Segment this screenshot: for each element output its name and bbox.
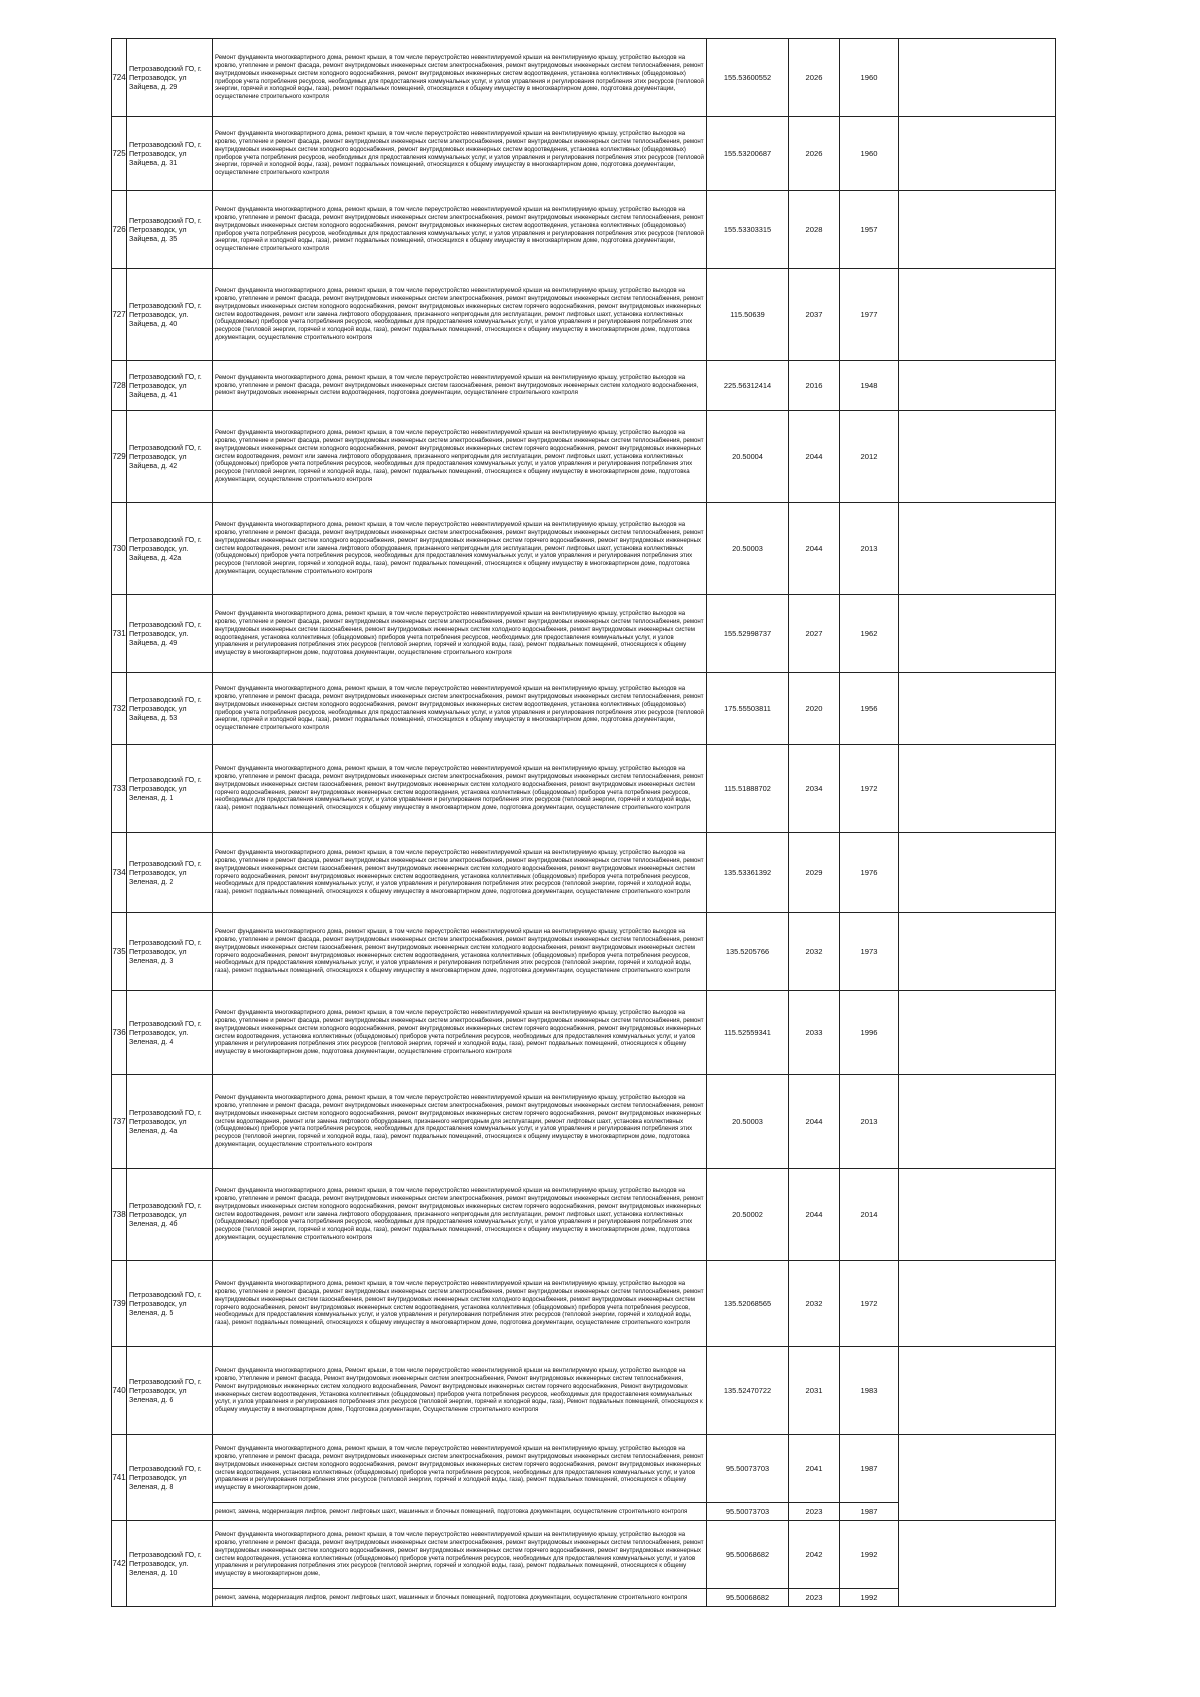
- repair-works: Ремонт фундамента многоквартирного дома, ремонт крыши, в том числе переустройство невентилируемой крыши на вентилируемую крышу, устройство выходов на кровлю, утепление и ремонт фасада, ремонт внутридомовых инженерных систем электроснабжения, ремонт внутридомовых инженерных систем теплоснабжения, ремонт внутридомовых инженерных систем газоснабжения, ремонт внутридомовых инженерных систем холодного водоснабжения, ремонт внутридомовых инженерных систем водоотведения, установка коллективных (общедомовых) приборов учета потребления ресурсов, необходимых для предоставления коммунальных услуг, и узлов управления и регулирования потребления этих ресурсов (тепловой энергии, горячей и холодной воды, газа), ремонт подвальных помещений, относящихся к общему имуществу в многоквартирном доме, подготовка документации, осуществление строительного контроля: [213, 595, 707, 673]
- planned-year: 2034: [789, 745, 840, 833]
- construction-year: 2013: [840, 1075, 899, 1169]
- repair-works: Ремонт фундамента многоквартирного дома, ремонт крыши, в том числе переустройство невентилируемой крыши на вентилируемую крышу, устройство выходов на кровлю, утепление и ремонт фасада, ремонт внутридомовых инженерных систем электроснабжения, ремонт внутридомовых инженерных систем теплоснабжения, ремонт внутридомовых инженерных систем газоснабжения, ремонт внутридомовых инженерных систем холодного водоснабжения, ремонт внутридомовых инженерных систем горячего водоснабжения, ремонт внутридомовых инженерных систем водоотведения, установка коллективных (общедомовых) приборов учета потребления ресурсов, необходимых для предоставления коммунальных услуг, и узлов управления и регулирования потребления этих ресурсов (тепловой энергии, горячей и холодной воды, газа), ремонт подвальных помещений, относящихся к общему имуществу в многоквартирном доме, подготовка документации, осуществление строительного контроля: [213, 913, 707, 991]
- empty-cell: [899, 595, 1056, 673]
- repair-works-lifts: ремонт, замена, модернизация лифтов, ремонт лифтовых шахт, машинных и блочных помещений, подготовка документации, осуществление строительного контроля: [213, 1589, 707, 1607]
- empty-cell: [899, 361, 1056, 411]
- cost-code: 95.50068682: [707, 1521, 789, 1589]
- table-row: [112, 673, 1056, 745]
- house-address: Петрозаводский ГО, г. Петрозаводск, ул Зеленая, д. 6: [127, 1347, 213, 1435]
- cost-code: 20.50003: [707, 503, 789, 595]
- empty-cell: [899, 745, 1056, 833]
- construction-year: 1976: [840, 833, 899, 913]
- table-row: [112, 1169, 1056, 1261]
- repair-works: Ремонт фундамента многоквартирного дома, ремонт крыши, в том числе переустройство невентилируемой крыши на вентилируемую крышу, устройство выходов на кровлю, утепление и ремонт фасада, ремонт внутридомовых инженерных систем электроснабжения, ремонт внутридомовых инженерных систем теплоснабжения, ремонт внутридомовых инженерных систем холодного водоснабжения, ремонт внутридомовых инженерных систем горячего водоснабжения, ремонт внутридомовых инженерных систем водоотведения, установка коллективных (общедомовых) приборов учета потребления ресурсов, необходимых для предоставления коммунальных услуг, и узлов управления и регулирования потребления этих ресурсов (тепловой энергии, горячей и холодной воды, газа), ремонт подвальных помещений, относящихся к общему имуществу в многоквартирном доме,: [213, 1435, 707, 1503]
- house-address: Петрозаводский ГО, г. Петрозаводск, ул Зайцева, д. 53: [127, 673, 213, 745]
- row-number: 741: [112, 1435, 127, 1521]
- construction-year: 2014: [840, 1169, 899, 1261]
- repair-works: Ремонт фундамента многоквартирного дома, ремонт крыши, в том числе переустройство невентилируемой крыши на вентилируемую крышу, устройство выходов на кровлю, утепление и ремонт фасада, ремонт внутридомовых инженерных систем электроснабжения, ремонт внутридомовых инженерных систем теплоснабжения, ремонт внутридомовых инженерных систем холодного водоснабжения, ремонт внутридомовых инженерных систем водоотведения, установка коллективных (общедомовых) приборов учета потребления ресурсов, необходимых для предоставления коммунальных услуг, и узлов управления и регулирования потребления этих ресурсов (тепловой энергии, горячей и холодной воды, газа), ремонт подвальных помещений, относящихся к общему имуществу в многоквартирном доме, подготовка документации, осуществление строительного контроля: [213, 191, 707, 269]
- house-address: Петрозаводский ГО, г. Петрозаводск, ул Зайцева, д. 42: [127, 411, 213, 503]
- repair-works: Ремонт фундамента многоквартирного дома, ремонт крыши, в том числе переустройство невентилируемой крыши на вентилируемую крышу, устройство выходов на кровлю, утепление и ремонт фасада, ремонт внутридомовых инженерных систем электроснабжения, ремонт внутридомовых инженерных систем теплоснабжения, ремонт внутридомовых инженерных систем газоснабжения, ремонт внутридомовых инженерных систем холодного водоснабжения, ремонт внутридомовых инженерных систем горячего водоснабжения, ремонт внутридомовых инженерных систем водоотведения, установка коллективных (общедомовых) приборов учета потребления ресурсов, необходимых для предоставления коммунальных услуг, и узлов управления и регулирования потребления этих ресурсов (тепловой энергии, горячей и холодной воды, газа), ремонт подвальных помещений, относящихся к общему имуществу в многоквартирном доме, подготовка документации, осуществление строительного контроля: [213, 833, 707, 913]
- table-row: [112, 1435, 1056, 1503]
- table-row: [112, 117, 1056, 191]
- planned-year: 2044: [789, 1075, 840, 1169]
- house-address: Петрозаводский ГО, г. Петрозаводск, ул. Зайцева, д. 40: [127, 269, 213, 361]
- construction-year: 1960: [840, 117, 899, 191]
- empty-cell: [899, 1261, 1056, 1347]
- table-row: [112, 269, 1056, 361]
- cost-code: 175.55503811: [707, 673, 789, 745]
- house-address: Петрозаводский ГО, г. Петрозаводск, ул Зайцева, д. 29: [127, 39, 213, 117]
- construction-year: 1948: [840, 361, 899, 411]
- empty-cell: [899, 1075, 1056, 1169]
- cost-code: 115.52559341: [707, 991, 789, 1075]
- cost-code: 95.50073703: [707, 1435, 789, 1503]
- row-number: 740: [112, 1347, 127, 1435]
- capital-repair-table: [111, 38, 1056, 1607]
- planned-year: 2041: [789, 1435, 840, 1503]
- repair-works: Ремонт фундамента многоквартирного дома, ремонт крыши, в том числе переустройство невентилируемой крыши на вентилируемую крышу, устройство выходов на кровлю, утепление и ремонт фасада, ремонт внутридомовых инженерных систем электроснабжения, ремонт внутридомовых инженерных систем теплоснабжения, ремонт внутридомовых инженерных систем газоснабжения, ремонт внутридомовых инженерных систем холодного водоснабжения, ремонт внутридомовых инженерных систем горячего водоснабжения, ремонт внутридомовых инженерных систем водоотведения, установка коллективных (общедомовых) приборов учета потребления ресурсов, необходимых для предоставления коммунальных услуг, и узлов управления и регулирования потребления этих ресурсов (тепловой энергии, горячей и холодной воды, газа), ремонт подвальных помещений, относящихся к общему имуществу в многоквартирном доме, подготовка документации, осуществление строительного контроля: [213, 745, 707, 833]
- empty-cell: [899, 117, 1056, 191]
- row-number: 731: [112, 595, 127, 673]
- row-number: 728: [112, 361, 127, 411]
- empty-cell: [899, 673, 1056, 745]
- cost-code: 155.53303315: [707, 191, 789, 269]
- repair-works-lifts: ремонт, замена, модернизация лифтов, ремонт лифтовых шахт, машинных и блочных помещений, подготовка документации, осуществление строительного контроля: [213, 1503, 707, 1521]
- repair-works: Ремонт фундамента многоквартирного дома, ремонт крыши, в том числе переустройство невентилируемой крыши на вентилируемую крышу, устройство выходов на кровлю, утепление и ремонт фасада, ремонт внутридомовых инженерных систем электроснабжения, ремонт внутридомовых инженерных систем теплоснабжения, ремонт внутридомовых инженерных систем холодного водоснабжения, ремонт внутридомовых инженерных систем горячего водоснабжения, ремонт внутридомовых инженерных систем водоотведения, ремонт или замена лифтового оборудования, признанного непригодным для эксплуатации, ремонт лифтовых шахт, установка коллективных (общедомовых) приборов учета потребления ресурсов, необходимых для предоставления коммунальных услуг, и узлов управления и регулирования потребления этих ресурсов (тепловой энергии, горячей и холодной воды, газа), ремонт подвальных помещений, относящихся к общему имуществу в многоквартирном доме, подготовка документации, осуществление строительного контроля: [213, 1075, 707, 1169]
- row-number: 737: [112, 1075, 127, 1169]
- row-number: 730: [112, 503, 127, 595]
- row-number: 738: [112, 1169, 127, 1261]
- construction-year: 1962: [840, 595, 899, 673]
- row-number: 735: [112, 913, 127, 991]
- cost-code: 115.51888702: [707, 745, 789, 833]
- planned-year: 2020: [789, 673, 840, 745]
- empty-cell: [899, 1347, 1056, 1435]
- construction-year: 1973: [840, 913, 899, 991]
- empty-cell: [899, 833, 1056, 913]
- empty-cell: [899, 1169, 1056, 1261]
- repair-works: Ремонт фундамента многоквартирного дома, ремонт крыши, в том числе переустройство невентилируемой крыши на вентилируемую крышу, устройство выходов на кровлю, утепление и ремонт фасада, ремонт внутридомовых инженерных систем электроснабжения, ремонт внутридомовых инженерных систем теплоснабжения, ремонт внутридомовых инженерных систем холодного водоснабжения, ремонт внутридомовых инженерных систем горячего водоснабжения, ремонт внутридомовых инженерных систем водоотведения, ремонт или замена лифтового оборудования, признанного непригодным для эксплуатации, ремонт лифтовых шахт, установка коллективных (общедомовых) приборов учета потребления ресурсов, необходимых для предоставления коммунальных услуг, и узлов управления и регулирования потребления этих ресурсов (тепловой энергии, горячей и холодной воды, газа), ремонт подвальных помещений, относящихся к общему имуществу в многоквартирном доме, подготовка документации, осуществление строительного контроля: [213, 411, 707, 503]
- construction-year: 2012: [840, 411, 899, 503]
- repair-works: Ремонт фундамента многоквартирного дома, ремонт крыши, в том числе переустройство невентилируемой крыши на вентилируемую крышу, устройство выходов на кровлю, утепление и ремонт фасада, ремонт внутридомовых инженерных систем электроснабжения, ремонт внутридомовых инженерных систем теплоснабжения, ремонт внутридомовых инженерных систем холодного водоснабжения, ремонт внутридомовых инженерных систем горячего водоснабжения, ремонт внутридомовых инженерных систем водоотведения, ремонт или замена лифтового оборудования, признанного непригодным для эксплуатации, ремонт лифтовых шахт, установка коллективных (общедомовых) приборов учета потребления ресурсов, необходимых для предоставления коммунальных услуг, и узлов управления и регулирования потребления этих ресурсов (тепловой энергии, горячей и холодной воды, газа), ремонт подвальных помещений, относящихся к общему имуществу в многоквартирном доме, подготовка документации, осуществление строительного контроля: [213, 503, 707, 595]
- construction-year: 1996: [840, 991, 899, 1075]
- construction-year: 1960: [840, 39, 899, 117]
- repair-works: Ремонт фундамента многоквартирного дома, ремонт крыши, в том числе переустройство невентилируемой крыши на вентилируемую крышу, устройство выходов на кровлю, утепление и ремонт фасада, ремонт внутридомовых инженерных систем электроснабжения, ремонт внутридомовых инженерных систем теплоснабжения, ремонт внутридомовых инженерных систем холодного водоснабжения, ремонт внутридомовых инженерных систем горячего водоснабжения, ремонт внутридомовых инженерных систем водоотведения, ремонт или замена лифтового оборудования, признанного непригодным для эксплуатации, ремонт лифтовых шахт, установка коллективных (общедомовых) приборов учета потребления ресурсов, необходимых для предоставления коммунальных услуг, и узлов управления и регулирования потребления этих ресурсов (тепловой энергии, горячей и холодной воды, газа), ремонт подвальных помещений, относящихся к общему имуществу в многоквартирном доме, подготовка документации, осуществление строительного контроля: [213, 269, 707, 361]
- planned-year: 2023: [789, 1589, 840, 1607]
- cost-code: 20.50004: [707, 411, 789, 503]
- construction-year: 1956: [840, 673, 899, 745]
- house-address: Петрозаводский ГО, г. Петрозаводск, ул Зеленая, д. 4а: [127, 1075, 213, 1169]
- construction-year: 1987: [840, 1435, 899, 1503]
- cost-code: 155.52998737: [707, 595, 789, 673]
- repair-works: Ремонт фундамента многоквартирного дома, ремонт крыши, в том числе переустройство невентилируемой крыши на вентилируемую крышу, устройство выходов на кровлю, утепление и ремонт фасада, ремонт внутридомовых инженерных систем газоснабжения, ремонт внутридомовых инженерных систем холодного водоснабжения, ремонт внутридомовых инженерных систем водоотведения, подготовка документации, осуществление строительного контроля: [213, 361, 707, 411]
- repair-works: Ремонт фундамента многоквартирного дома, ремонт крыши, в том числе переустройство невентилируемой крыши на вентилируемую крышу, устройство выходов на кровлю, утепление и ремонт фасада, ремонт внутридомовых инженерных систем электроснабжения, ремонт внутридомовых инженерных систем теплоснабжения, ремонт внутридомовых инженерных систем холодного водоснабжения, ремонт внутридомовых инженерных систем горячего водоснабжения, ремонт внутридомовых инженерных систем водоотведения, установка коллективных (общедомовых) приборов учета потребления ресурсов, необходимых для предоставления коммунальных услуг, и узлов управления и регулирования потребления этих ресурсов (тепловой энергии, горячей и холодной воды, газа), ремонт подвальных помещений, относящихся к общему имуществу в многоквартирном доме, подготовка документации, осуществление строительного контроля: [213, 991, 707, 1075]
- planned-year: 2033: [789, 991, 840, 1075]
- row-number: 726: [112, 191, 127, 269]
- planned-year: 2023: [789, 1503, 840, 1521]
- planned-year: 2044: [789, 503, 840, 595]
- construction-year: 1992: [840, 1589, 899, 1607]
- cost-code: 155.53600552: [707, 39, 789, 117]
- row-number: 734: [112, 833, 127, 913]
- cost-code: 115.50639: [707, 269, 789, 361]
- empty-cell: [899, 39, 1056, 117]
- house-address: Петрозаводский ГО, г. Петрозаводск, ул Зайцева, д. 41: [127, 361, 213, 411]
- document-page: [111, 38, 1056, 1607]
- construction-year: 1987: [840, 1503, 899, 1521]
- house-address: Петрозаводский ГО, г. Петрозаводск, ул Зеленая, д. 1: [127, 745, 213, 833]
- repair-works: Ремонт фундамента многоквартирного дома, ремонт крыши, в том числе переустройство невентилируемой крыши на вентилируемую крышу, устройство выходов на кровлю, утепление и ремонт фасада, ремонт внутридомовых инженерных систем электроснабжения, ремонт внутридомовых инженерных систем теплоснабжения, ремонт внутридомовых инженерных систем холодного водоснабжения, ремонт внутридомовых инженерных систем горячего водоснабжения, ремонт внутридомовых инженерных систем водоотведения, установка коллективных (общедомовых) приборов учета потребления ресурсов, необходимых для предоставления коммунальных услуг, и узлов управления и регулирования потребления этих ресурсов (тепловой энергии, горячей и холодной воды, газа), ремонт подвальных помещений, относящихся к общему имуществу в многоквартирном доме,: [213, 1521, 707, 1589]
- empty-cell: [899, 991, 1056, 1075]
- construction-year: 1977: [840, 269, 899, 361]
- planned-year: 2032: [789, 913, 840, 991]
- table-row: [112, 1261, 1056, 1347]
- empty-cell: [899, 411, 1056, 503]
- table-row: [112, 503, 1056, 595]
- planned-year: 2027: [789, 595, 840, 673]
- cost-code: 135.52470722: [707, 1347, 789, 1435]
- cost-code: 20.50003: [707, 1075, 789, 1169]
- cost-code: 95.50073703: [707, 1503, 789, 1521]
- table-row: [112, 913, 1056, 991]
- empty-cell: [899, 191, 1056, 269]
- row-number: 739: [112, 1261, 127, 1347]
- house-address: Петрозаводский ГО, г. Петрозаводск, ул Зеленая, д. 2: [127, 833, 213, 913]
- row-number: 732: [112, 673, 127, 745]
- repair-works: Ремонт фундамента многоквартирного дома, ремонт крыши, в том числе переустройство невентилируемой крыши на вентилируемую крышу, устройство выходов на кровлю, утепление и ремонт фасада, ремонт внутридомовых инженерных систем электроснабжения, ремонт внутридомовых инженерных систем теплоснабжения, ремонт внутридомовых инженерных систем газоснабжения, ремонт внутридомовых инженерных систем холодного водоснабжения, ремонт внутридомовых инженерных систем горячего водоснабжения, ремонт внутридомовых инженерных систем водоотведения, установка коллективных (общедомовых) приборов учета потребления ресурсов, необходимых для предоставления коммунальных услуг, и узлов управления и регулирования потребления этих ресурсов (тепловой энергии, горячей и холодной воды, газа), ремонт подвальных помещений, относящихся к общему имуществу в многоквартирном доме, подготовка документации, осуществление строительного контроля: [213, 1261, 707, 1347]
- house-address: Петрозаводский ГО, г. Петрозаводск, ул Зайцева, д. 31: [127, 117, 213, 191]
- cost-code: 20.50002: [707, 1169, 789, 1261]
- table-row: [112, 1075, 1056, 1169]
- construction-year: 1983: [840, 1347, 899, 1435]
- house-address: Петрозаводский ГО, г. Петрозаводск, ул Зайцева, д. 35: [127, 191, 213, 269]
- planned-year: 2029: [789, 833, 840, 913]
- planned-year: 2032: [789, 1261, 840, 1347]
- house-address: Петрозаводский ГО, г. Петрозаводск, ул Зеленая, д. 4б: [127, 1169, 213, 1261]
- repair-works: Ремонт фундамента многоквартирного дома, ремонт крыши, в том числе переустройство невентилируемой крыши на вентилируемую крышу, устройство выходов на кровлю, утепление и ремонт фасада, ремонт внутридомовых инженерных систем электроснабжения, ремонт внутридомовых инженерных систем теплоснабжения, ремонт внутридомовых инженерных систем холодного водоснабжения, ремонт внутридомовых инженерных систем горячего водоснабжения, ремонт внутридомовых инженерных систем водоотведения, ремонт или замена лифтового оборудования, признанного непригодным для эксплуатации, ремонт лифтовых шахт, установка коллективных (общедомовых) приборов учета потребления ресурсов, необходимых для предоставления коммунальных услуг, и узлов управления и регулирования потребления этих ресурсов (тепловой энергии, горячей и холодной воды, газа), ремонт подвальных помещений, относящихся к общему имуществу в многоквартирном доме, подготовка документации, осуществление строительного контроля: [213, 1169, 707, 1261]
- cost-code: 95.50068682: [707, 1589, 789, 1607]
- house-address: Петрозаводский ГО, г. Петрозаводск, ул. Зайцева, д. 42а: [127, 503, 213, 595]
- house-address: Петрозаводский ГО, г. Петрозаводск, ул. Зайцева, д. 49: [127, 595, 213, 673]
- house-address: Петрозаводский ГО, г. Петрозаводск, ул. Зеленая, д. 4: [127, 991, 213, 1075]
- cost-code: 135.52068565: [707, 1261, 789, 1347]
- construction-year: 1972: [840, 1261, 899, 1347]
- cost-code: 135.53361392: [707, 833, 789, 913]
- empty-cell: [899, 1521, 1056, 1607]
- table-row: [112, 595, 1056, 673]
- cost-code: 225.56312414: [707, 361, 789, 411]
- planned-year: 2026: [789, 117, 840, 191]
- planned-year: 2016: [789, 361, 840, 411]
- empty-cell: [899, 1435, 1056, 1521]
- row-number: 724: [112, 39, 127, 117]
- row-number: 729: [112, 411, 127, 503]
- repair-works: Ремонт фундамента многоквартирного дома, ремонт крыши, в том числе переустройство невентилируемой крыши на вентилируемую крышу, устройство выходов на кровлю, утепление и ремонт фасада, ремонт внутридомовых инженерных систем электроснабжения, ремонт внутридомовых инженерных систем теплоснабжения, ремонт внутридомовых инженерных систем холодного водоснабжения, ремонт внутридомовых инженерных систем водоотведения, установка коллективных (общедомовых) приборов учета потребления ресурсов, необходимых для предоставления коммунальных услуг, и узлов управления и регулирования потребления этих ресурсов (тепловой энергии, горячей и холодной воды, газа), ремонт подвальных помещений, относящихся к общему имуществу в многоквартирном доме, подготовка документации, осуществление строительного контроля: [213, 39, 707, 117]
- planned-year: 2037: [789, 269, 840, 361]
- planned-year: 2044: [789, 1169, 840, 1261]
- repair-works: Ремонт фундамента многоквартирного дома, Ремонт крыши, в том числе переустройство невентилируемой крыши на вентилируемую крышу, устройство выходов на кровлю, Утепление и ремонт фасада, Ремонт внутридомовых инженерных систем электроснабжения, Ремонт внутридомовых инженерных систем теплоснабжения, Ремонт внутридомовых инженерных систем холодного водоснабжения, Ремонт внутридомовых инженерных систем горячего водоснабжения, Ремонт внутридомовых инженерных систем водоотведения, Установка коллективных (общедомовых) приборов учета потребления ресурсов, необходимых для предоставления коммунальных услуг, и узлов управления и регулирования потребления этих ресурсов (тепловой энергии, горячей и холодной воды, газа), Ремонт подвальных помещений, относящихся к общему имуществу в многоквартирном доме, Подготовка документации, Осуществление строительного контроля: [213, 1347, 707, 1435]
- empty-cell: [899, 503, 1056, 595]
- planned-year: 2031: [789, 1347, 840, 1435]
- table-row: [112, 361, 1056, 411]
- house-address: Петрозаводский ГО, г. Петрозаводск, ул. Зеленая, д. 10: [127, 1521, 213, 1607]
- table-row: [112, 39, 1056, 117]
- house-address: Петрозаводский ГО, г. Петрозаводск, ул Зеленая, д. 5: [127, 1261, 213, 1347]
- cost-code: 135.5205766: [707, 913, 789, 991]
- table-row: [112, 745, 1056, 833]
- construction-year: 1992: [840, 1521, 899, 1589]
- table-row: [112, 1521, 1056, 1589]
- row-number: 733: [112, 745, 127, 833]
- table-row: [112, 991, 1056, 1075]
- row-number: 727: [112, 269, 127, 361]
- row-number: 736: [112, 991, 127, 1075]
- table-body: [112, 39, 1056, 1607]
- construction-year: 1972: [840, 745, 899, 833]
- repair-works: Ремонт фундамента многоквартирного дома, ремонт крыши, в том числе переустройство невентилируемой крыши на вентилируемую крышу, устройство выходов на кровлю, утепление и ремонт фасада, ремонт внутридомовых инженерных систем электроснабжения, ремонт внутридомовых инженерных систем теплоснабжения, ремонт внутридомовых инженерных систем холодного водоснабжения, ремонт внутридомовых инженерных систем водоотведения, установка коллективных (общедомовых) приборов учета потребления ресурсов, необходимых для предоставления коммунальных услуг, и узлов управления и регулирования потребления этих ресурсов (тепловой энергии, горячей и холодной воды, газа), ремонт подвальных помещений, относящихся к общему имуществу в многоквартирном доме, подготовка документации, осуществление строительного контроля: [213, 673, 707, 745]
- house-address: Петрозаводский ГО, г. Петрозаводск, ул Зеленая, д. 8: [127, 1435, 213, 1521]
- empty-cell: [899, 913, 1056, 991]
- planned-year: 2026: [789, 39, 840, 117]
- planned-year: 2042: [789, 1521, 840, 1589]
- table-row: [112, 411, 1056, 503]
- table-row: [112, 191, 1056, 269]
- empty-cell: [899, 269, 1056, 361]
- cost-code: 155.53200687: [707, 117, 789, 191]
- table-row: [112, 833, 1056, 913]
- house-address: Петрозаводский ГО, г. Петрозаводск, ул Зеленая, д. 3: [127, 913, 213, 991]
- row-number: 742: [112, 1521, 127, 1607]
- table-row: [112, 1347, 1056, 1435]
- construction-year: 2013: [840, 503, 899, 595]
- row-number: 725: [112, 117, 127, 191]
- construction-year: 1957: [840, 191, 899, 269]
- planned-year: 2028: [789, 191, 840, 269]
- planned-year: 2044: [789, 411, 840, 503]
- repair-works: Ремонт фундамента многоквартирного дома, ремонт крыши, в том числе переустройство невентилируемой крыши на вентилируемую крышу, устройство выходов на кровлю, утепление и ремонт фасада, ремонт внутридомовых инженерных систем электроснабжения, ремонт внутридомовых инженерных систем теплоснабжения, ремонт внутридомовых инженерных систем холодного водоснабжения, ремонт внутридомовых инженерных систем водоотведения, установка коллективных (общедомовых) приборов учета потребления ресурсов, необходимых для предоставления коммунальных услуг, и узлов управления и регулирования потребления этих ресурсов (тепловой энергии, горячей и холодной воды, газа), ремонт подвальных помещений, относящихся к общему имуществу в многоквартирном доме, подготовка документации, осуществление строительного контроля: [213, 117, 707, 191]
